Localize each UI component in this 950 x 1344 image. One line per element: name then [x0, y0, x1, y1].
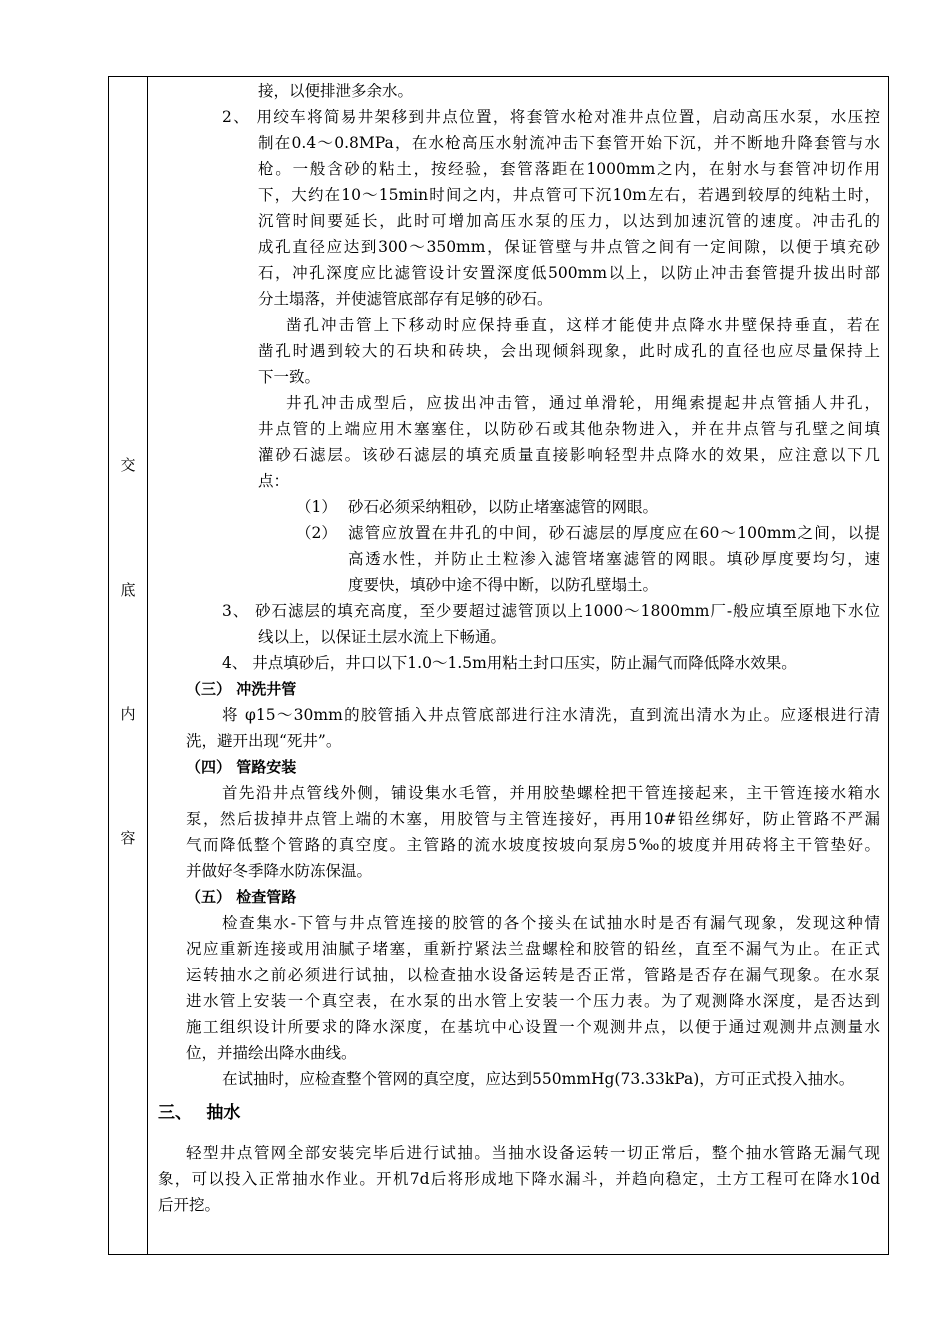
text-line: 检查集水-下管与井点管连接的胶管的各个接头在试抽水时是否有漏气现象，发现这种情	[222, 914, 880, 932]
side-label-char: 容	[120, 829, 136, 847]
text-line: 运转抽水之前必须进行试抽，以检查抽水设备运转是否正常，管路是否存在漏气现象。在水泵	[186, 966, 880, 984]
section-heading: （四） 管路安装	[186, 758, 297, 776]
side-label-char: 内	[120, 705, 136, 723]
text-line: 凿孔冲击管上下移动时应保持垂直，这样才能使井点降水井壁保持垂直，若在	[286, 316, 880, 334]
text-line: 首先沿井点管线外侧，铺设集水毛管，并用胶垫螺栓把干管连接起来，主干管连接水箱水	[222, 784, 880, 802]
text-line: 在试抽时，应检查整个管网的真空度，应达到550mmHg(73.33kPa)，方可正式投入抽水。	[222, 1070, 855, 1088]
text-line: 3、 砂石滤层的填充高度，至少要超过滤管顶以上1000～1800mm厂-般应填至原地下水位	[222, 602, 880, 620]
text-line: 沉管时间要延长，此时可增加高压水泵的压力，以达到加速沉管的速度。冲击孔的	[258, 212, 880, 230]
text-line: 成孔直径应达到300～350mm，保证管壁与井点管之间有一定间隙，以便于填充砂	[258, 238, 880, 256]
section-heading: （三） 冲洗井管	[186, 680, 297, 698]
text-line: 灌砂石滤层。该砂石滤层的填充质量直接影响轻型井点降水的效果，应注意以下几	[258, 446, 880, 464]
text-line: 并做好冬季降水防冻保温。	[186, 862, 373, 880]
text-line: 洗，避开出现“死井”。	[186, 732, 342, 750]
text-line: 凿孔时遇到较大的石块和砖块，会出现倾斜现象，此时成孔的直径也应尽量保持上	[258, 342, 880, 360]
text-line: 施工组织设计所要求的降水深度，在基坑中心设置一个观测井点，以便于通过观测井点测量水	[186, 1018, 880, 1036]
text-line: 下一致。	[258, 368, 321, 386]
text-line: 2、 用绞车将简易井架移到井点位置，将套管水枪对准井点位置，启动高压水泵，水压控	[222, 108, 880, 126]
text-line: 石，冲孔深度应比滤管设计安置深度低500mm以上，以防止冲击套管提升拔出时部	[258, 264, 880, 282]
text-line: 井孔冲击成型后，应拔出冲击管，通过单滑轮，用绳索提起井点管插人井孔，	[286, 394, 880, 412]
text-line: 制在0.4～0.8MPa，在水枪高压水射流冲击下套管开始下沉，并不断地升降套管与水	[258, 134, 880, 152]
text-line: 枪。一般含砂的粘土，按经验，套管落距在1000mm之内，在射水与套管冲切作用	[258, 160, 880, 178]
column-divider	[147, 76, 148, 1255]
text-line: 度要快，填砂中途不得中断，以防孔壁塌土。	[348, 576, 659, 594]
chapter-heading: 三、 抽水	[158, 1103, 241, 1123]
side-label-char: 底	[120, 581, 136, 599]
text-line: 砂石必须采纳粗砂，以防止堵塞滤管的网眼。	[348, 498, 659, 516]
text-line: 4、 井点填砂后，井口以下1.0～1.5m用粘土封口压实，防止漏气而降低降水效果。	[222, 654, 797, 672]
side-label-char: 交	[120, 456, 136, 474]
section-heading: （五） 检查管路	[186, 888, 297, 906]
text-line: 况应重新连接或用油腻子堵塞，重新拧紧法兰盘螺栓和胶管的铅丝，直至不漏气为止。在正式	[186, 940, 880, 958]
text-line: 气而降低整个管路的真空度。主管路的流水坡度按坡向泵房5‰的坡度并用砖将主干管垫好。	[186, 836, 880, 854]
text-line: 分土塌落，并使滤管底部存有足够的砂石。	[258, 290, 553, 308]
text-line: 象，可以投入正常抽水作业。开机7d后将形成地下降水漏斗，并趋向稳定，土方工程可在降水10d	[158, 1170, 880, 1188]
text-line: 点：	[258, 472, 290, 490]
text-line: 后开挖。	[158, 1196, 221, 1214]
text-line: 井点管的上端应用木塞塞住，以防砂石或其他杂物进入，并在井点管与孔壁之间填	[258, 420, 880, 438]
text-line: 接，以便排泄多余水。	[258, 82, 414, 100]
list-marker: （1）	[296, 498, 337, 516]
text-line: 高透水性，并防止土粒渗入滤管堵塞滤管的网眼。填砂厚度要均匀，速	[348, 550, 880, 568]
text-line: 滤管应放置在井孔的中间，砂石滤层的厚度应在60～100mm之间，以提	[348, 524, 880, 542]
text-line: 下，大约在10～15min时间之内，井点管可下沉10m左右，若遇到较厚的纯粘土时，	[258, 186, 880, 204]
text-line: 泵，然后拔掉井点管上端的木塞，用胶管与主管连接好，再用10#铅丝绑好，防止管路不严漏	[186, 810, 880, 828]
text-line: 位，并描绘出降水曲线。	[186, 1044, 357, 1062]
list-marker: （2）	[296, 524, 337, 542]
text-line: 进水管上安装一个真空表，在水泵的出水管上安装一个压力表。为了观测降水深度，是否达到	[186, 992, 880, 1010]
text-line: 轻型井点管网全部安装完毕后进行试抽。当抽水设备运转一切正常后，整个抽水管路无漏气现	[186, 1144, 880, 1162]
text-line: 线以上，以保证土层水流上下畅通。	[258, 628, 507, 646]
text-line: 将 φ15～30mm的胶管插入井点管底部进行注水清洗，直到流出清水为止。应逐根进行清	[222, 706, 880, 724]
